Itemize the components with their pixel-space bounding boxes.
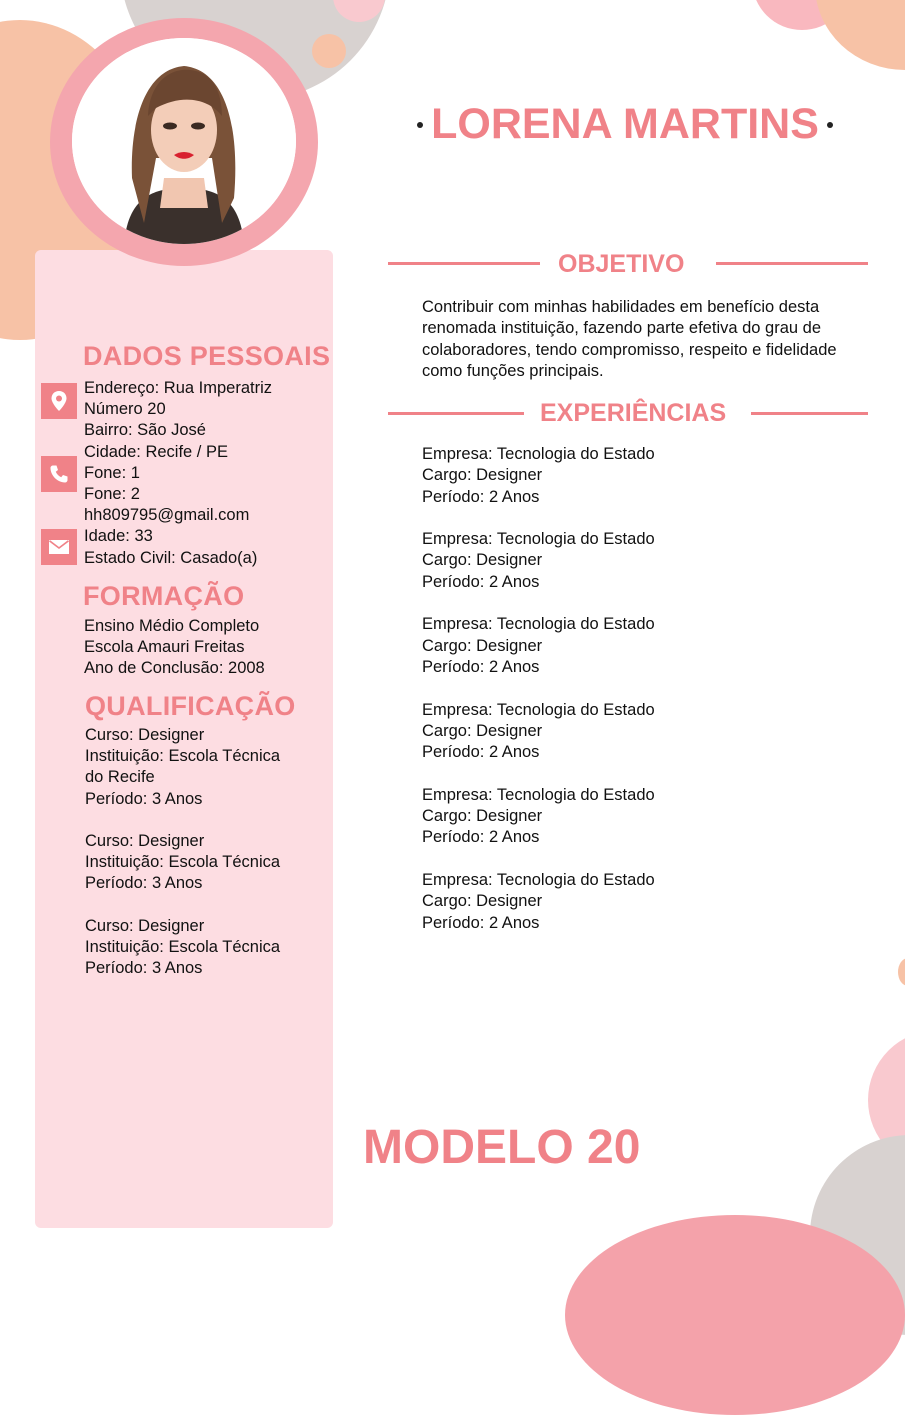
list-item: Cidade: Recife / PE: [84, 442, 228, 461]
personal-data-list: [84, 378, 272, 569]
section-divider: [388, 412, 524, 415]
candidate-name: [400, 100, 850, 149]
profile-photo: [72, 38, 296, 244]
qualification-list: [85, 725, 280, 979]
list-item: Curso: Designer: [85, 916, 205, 935]
portrait-illustration: [72, 38, 296, 244]
list-item: Período: 2 Anos: [422, 913, 540, 932]
list-item: Período: 3 Anos: [85, 874, 203, 893]
list-item: Período: 2 Anos: [422, 743, 540, 762]
spacer: [85, 895, 280, 916]
spacer: [85, 810, 280, 831]
decor-dot: [898, 958, 905, 986]
list-item: Período: 2 Anos: [422, 487, 540, 506]
list-item: Cargo: Designer: [422, 892, 543, 911]
list-item: Empresa: Tecnologia do Estado: [422, 700, 655, 719]
list-item: Fone: 2: [84, 484, 140, 503]
experience-list: [422, 444, 655, 934]
location-pin-icon: [41, 383, 77, 419]
model-label: MODELO 20: [363, 1121, 641, 1174]
decor-dot: [312, 34, 346, 68]
decor-circle: [815, 0, 905, 70]
section-divider: [716, 262, 868, 265]
list-item: do Recife: [85, 768, 155, 787]
list-item: Ensino Médio Completo: [84, 617, 260, 635]
experience-heading: EXPERIÊNCIAS: [540, 399, 727, 427]
qualification-heading: QUALIFICAÇÃO: [85, 691, 296, 721]
section-divider: [751, 412, 868, 415]
list-item: Cargo: Designer: [422, 636, 543, 655]
list-item: Instituição: Escola Técnica: [85, 937, 281, 956]
list-item: Instituição: Escola Técnica: [85, 747, 281, 766]
list-item: Número 20: [84, 400, 166, 419]
education-heading: FORMAÇÃO: [83, 581, 245, 611]
list-item: Empresa: Tecnologia do Estado: [422, 530, 655, 549]
spacer: [422, 849, 655, 870]
list-item: Empresa: Tecnologia do Estado: [422, 445, 655, 463]
objective-heading: OBJETIVO: [558, 250, 685, 278]
personal-data-heading: DADOS PESSOAIS: [83, 341, 331, 371]
spacer: [422, 678, 655, 699]
bullet-dot: [417, 122, 423, 128]
list-item: Idade: 33: [84, 527, 153, 546]
decor-circle: [565, 1215, 905, 1415]
list-item: Período: 3 Anos: [85, 789, 203, 808]
candidate-name-text: LORENA MARTINS: [431, 100, 819, 148]
list-item: Período: 2 Anos: [422, 572, 540, 591]
list-item: Cargo: Designer: [422, 721, 543, 740]
list-item: Bairro: São José: [84, 421, 206, 440]
list-item: Endereço: Rua Imperatriz: [84, 379, 273, 397]
list-item: Ano de Conclusão: 2008: [84, 659, 265, 678]
list-item: Cargo: Designer: [422, 551, 543, 570]
spacer: [422, 508, 655, 529]
list-item: Fone: 1: [84, 463, 140, 482]
list-item: Período: 2 Anos: [422, 828, 540, 847]
list-item: Empresa: Tecnologia do Estado: [422, 615, 655, 634]
section-divider: [388, 262, 540, 265]
list-item: Escola Amauri Freitas: [84, 638, 245, 657]
phone-icon: [41, 456, 77, 492]
list-item: Curso: Designer: [85, 726, 205, 744]
list-item: Empresa: Tecnologia do Estado: [422, 785, 655, 804]
list-item: Cargo: Designer: [422, 466, 543, 485]
spacer: [422, 763, 655, 784]
list-item: hh809795@gmail.com: [84, 506, 250, 525]
list-item: Estado Civil: Casado(a): [84, 548, 258, 567]
envelope-icon: [41, 529, 77, 565]
education-list: [84, 616, 265, 680]
spacer: [422, 593, 655, 614]
objective-text: Contribuir com minhas habilidades em benefício desta renomada instituição, fazendo parte efetiva do grau de colaboradores, tendo compromisso, respeito e fidelidade como funções principais.: [422, 298, 837, 380]
list-item: Curso: Designer: [85, 831, 205, 850]
list-item: Período: 3 Anos: [85, 959, 203, 978]
list-item: Cargo: Designer: [422, 807, 543, 826]
list-item: Período: 2 Anos: [422, 657, 540, 676]
list-item: Instituição: Escola Técnica: [85, 853, 281, 872]
bullet-dot: [827, 122, 833, 128]
list-item: Empresa: Tecnologia do Estado: [422, 870, 655, 889]
